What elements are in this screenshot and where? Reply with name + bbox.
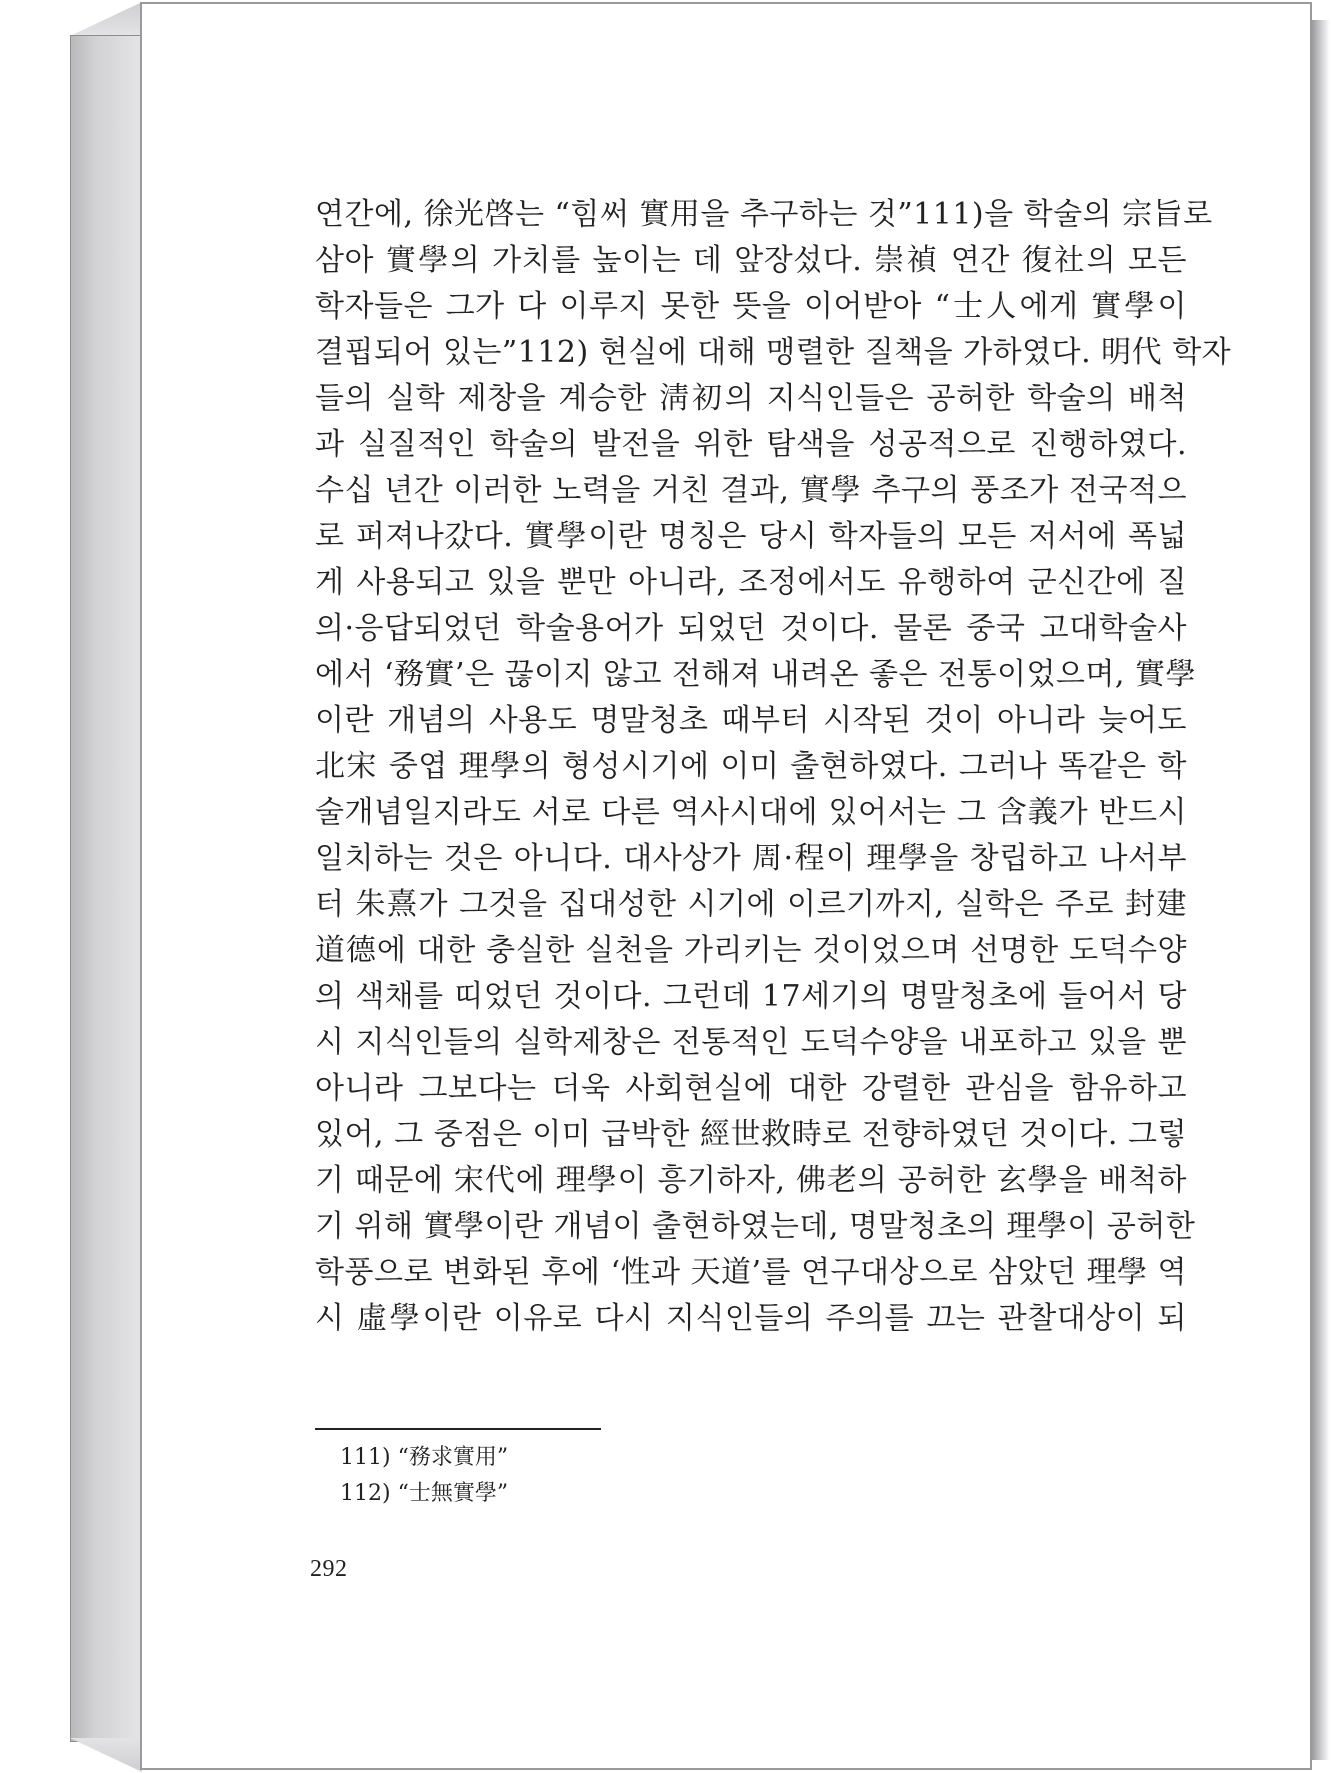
body-text (315, 192, 1232, 1342)
text-line: 시 지식인들의 실학제창은 전통적인 도덕수양을 내포하고 있을 뿐 (315, 1025, 1187, 1060)
text-line: 에서 ‘務實’은 끊이지 않고 전해져 내려온 좋은 전통이었으며, 實學 (315, 657, 1196, 692)
text-line: 삼아 實學의 가치를 높이는 데 앞장섰다. 崇禎 연간 復社의 모든 (315, 243, 1187, 278)
text-line: 기 위해 實學이란 개념이 출현하였는데, 명말청초의 理學이 공허한 (315, 1209, 1196, 1244)
book-spine-edge (70, 35, 142, 1742)
book-top-edge (70, 2, 142, 36)
page-edge-shadow (1312, 20, 1330, 1760)
footnote-111: 111) “務求實用” (340, 1445, 509, 1470)
text-line: 학자들은 그가 다 이루지 못한 뜻을 이어받아 “士人에게 實學이 (315, 289, 1187, 324)
footnote-112: 112) “士無實學” (340, 1481, 509, 1506)
text-line: 의 색채를 띠었던 것이다. 그런데 17세기의 명말청초에 들어서 당 (315, 979, 1187, 1014)
text-line: 학풍으로 변화된 후에 ‘性과 天道’를 연구대상으로 삼았던 理學 역 (315, 1255, 1187, 1290)
text-line: 의·응답되었던 학술용어가 되었던 것이다. 물론 중국 고대학술사 (315, 611, 1187, 646)
text-line: 道德에 대한 충실한 실천을 가리키는 것이었으며 선명한 도덕수양 (315, 933, 1187, 968)
text-line: 게 사용되고 있을 뿐만 아니라, 조정에서도 유행하여 군신간에 질 (315, 565, 1187, 600)
text-line: 들의 실학 제창을 계승한 淸初의 지식인들은 공허한 학술의 배척 (315, 381, 1187, 416)
text-line: 이란 개념의 사용도 명말청초 때부터 시작된 것이 아니라 늦어도 (315, 703, 1187, 738)
footnote-divider (315, 1428, 601, 1430)
text-line: 기 때문에 宋代에 理學이 흥기하자, 佛老의 공허한 玄學을 배척하 (315, 1163, 1187, 1198)
text-line: 수십 년간 이러한 노력을 거친 결과, 實學 추구의 풍조가 전국적으 (315, 473, 1187, 508)
text-line: 아니라 그보다는 더욱 사회현실에 대한 강렬한 관심을 함유하고 (315, 1071, 1187, 1106)
text-line: 北宋 중엽 理學의 형성시기에 이미 출현하였다. 그러나 똑같은 학 (315, 749, 1187, 784)
text-line: 터 朱熹가 그것을 집대성한 시기에 이르기까지, 실학은 주로 封建 (315, 887, 1187, 922)
book-bottom-edge (70, 1738, 142, 1772)
text-line: 시 虛學이란 이유로 다시 지식인들의 주의를 끄는 관찰대상이 되 (315, 1301, 1187, 1336)
text-line: 일치하는 것은 아니다. 대사상가 周·程이 理學을 창립하고 나서부 (315, 841, 1187, 876)
text-line: 연간에, 徐光啓는 “힘써 實用을 추구하는 것”111)을 학술의 宗旨로 (315, 197, 1213, 232)
text-line: 술개념일지라도 서로 다른 역사시대에 있어서는 그 含義가 반드시 (315, 795, 1187, 830)
text-line: 로 퍼져나갔다. 實學이란 명칭은 당시 학자들의 모든 저서에 폭넓 (315, 519, 1187, 554)
page-number: 292 (310, 1556, 348, 1582)
text-line: 과 실질적인 학술의 발전을 위한 탐색을 성공적으로 진행하였다. (315, 427, 1187, 462)
text-line: 있어, 그 중점은 이미 급박한 經世救時로 전향하였던 것이다. 그렇 (315, 1117, 1187, 1152)
footnotes (340, 1440, 508, 1512)
text-line: 결핍되어 있는”112) 현실에 대해 맹렬한 질책을 가하였다. 明代 학자 (315, 335, 1232, 370)
